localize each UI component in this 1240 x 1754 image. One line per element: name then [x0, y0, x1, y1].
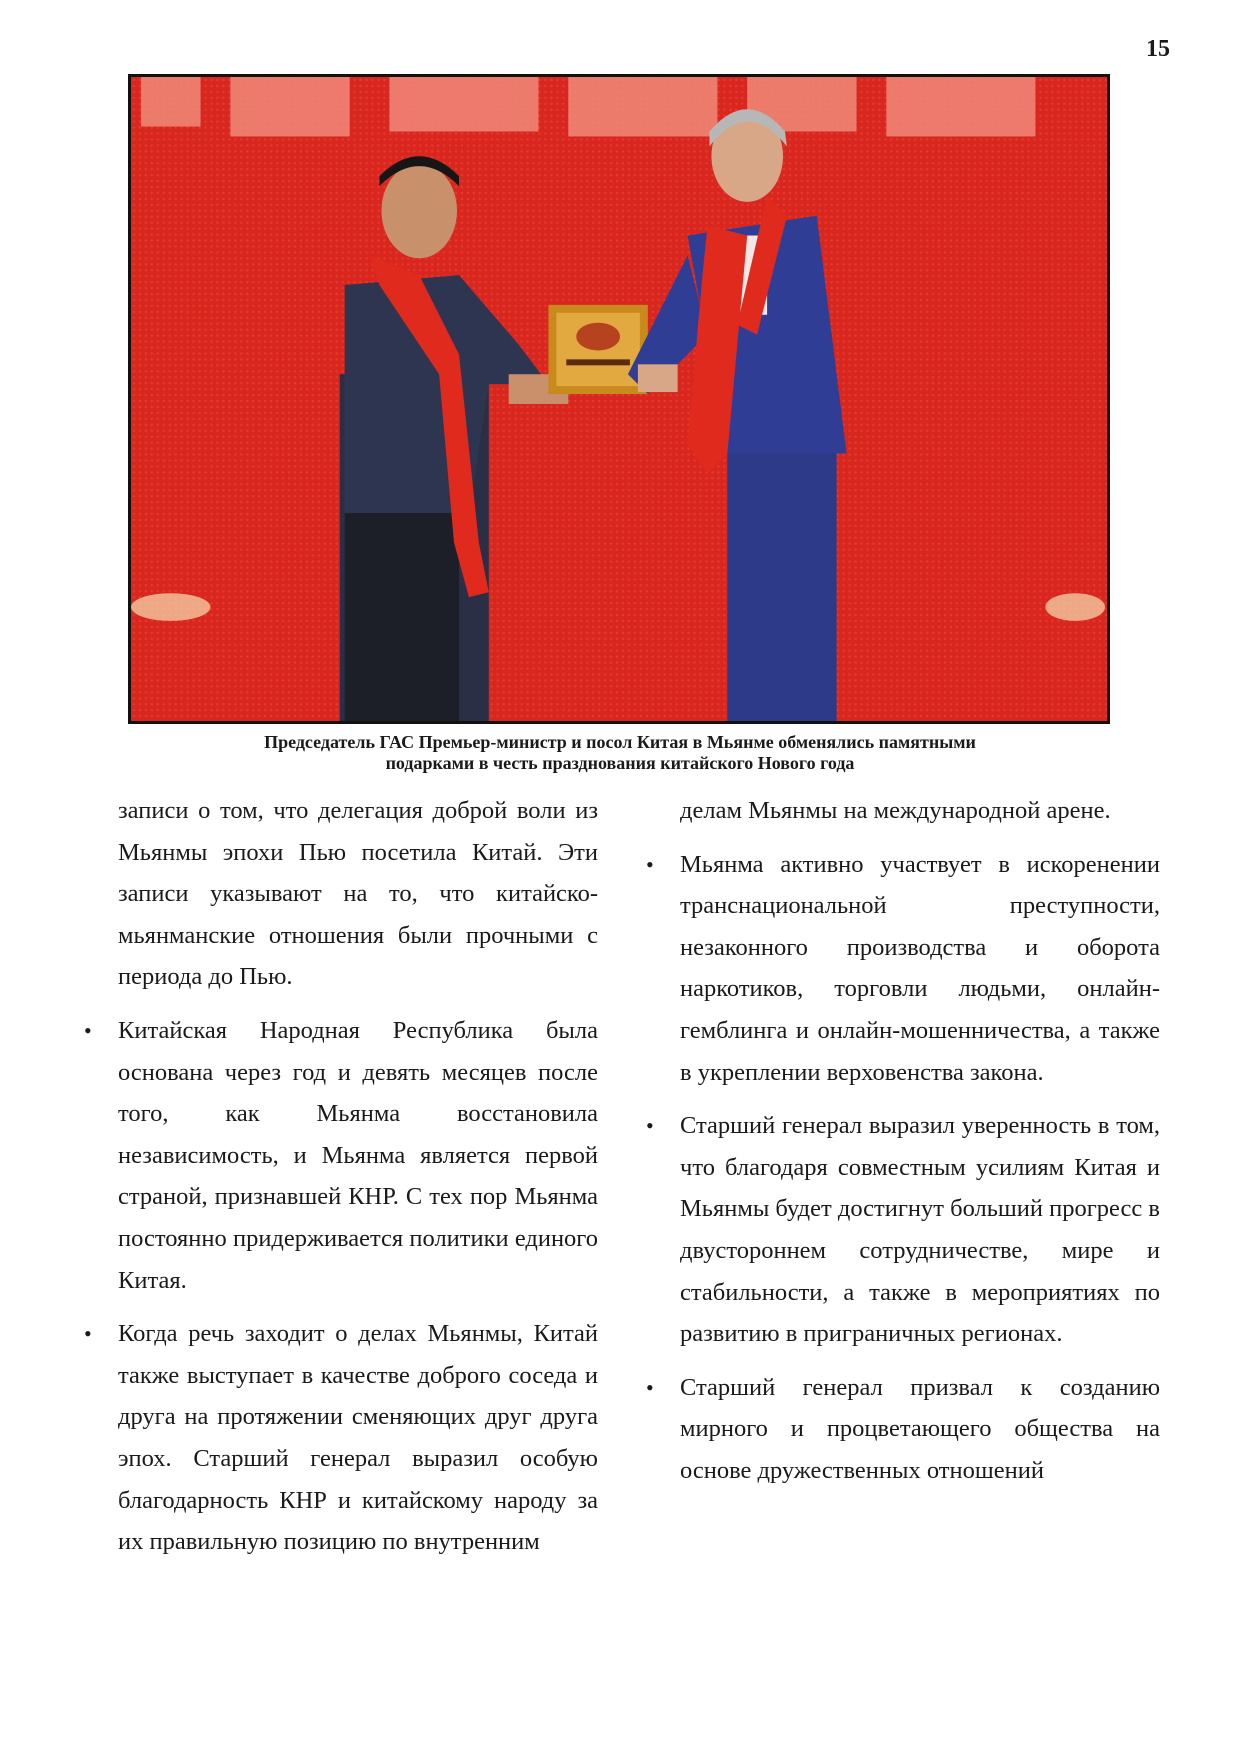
bullet-item [646, 1367, 1160, 1492]
paragraph-text: записи о том, что делегация доброй воли из Мьянмы эпохи Пью посетила Китай. Эти записи указывают на то, что китайско-мьянманские отношения были прочными с периода до Пью. [118, 797, 598, 991]
photo-caption [150, 732, 1090, 774]
caption-line-1: Председатель ГАС Премьер-министр и посол Китая в Мьянме обменялись памятными [264, 732, 976, 752]
bullet-text: Китайская Народная Республика была основана через год и девять месяцев после того, как Мьянма восстановила независимость, и Мьянма является первой страной, признавшей КНР. С тех пор Мьянма постоянно придерживается политики единого Китая. [118, 1016, 598, 1294]
bullet-icon: • [646, 1113, 654, 1139]
bullet-item [84, 1010, 598, 1301]
bullet-item [646, 1105, 1160, 1355]
bullet-item [646, 844, 1160, 1094]
bullet-text: Старший генерал призвал к созданию мирного и процветающего общества на основе дружественных отношений [680, 1373, 1160, 1484]
bullet-item [84, 1313, 598, 1563]
bullet-icon: • [646, 1374, 654, 1400]
bullet-icon: • [646, 851, 654, 877]
bullet-icon: • [84, 1017, 92, 1043]
right-column [646, 790, 1160, 1504]
paragraph-text: делам Мьянмы на международной арене. [680, 797, 1111, 824]
left-column [84, 790, 598, 1575]
paragraph [680, 790, 1160, 832]
photo-illustration [131, 77, 1107, 721]
bullet-text: Когда речь заходит о делах Мьянмы, Китай также выступает в качестве доброго соседа и друга на протяжении сменяющих друг друга эпох. Старший генерал выразил особую благодарность КНР и китайскому народу за их правильную позицию по внутренним [118, 1320, 598, 1556]
gift-box [548, 305, 647, 394]
caption-line-2: подарками в честь празднования китайского Нового года [385, 753, 855, 773]
bullet-text: Старший генерал выразил уверенность в том, что благодаря совместным усилиям Китая и Мьянмы будет достигнут больший прогресс в двустороннем сотрудничестве, мире и стабильности, а также в мероприятиях по развитию в приграничных регионах. [680, 1112, 1160, 1348]
page-number: 15 [1146, 36, 1170, 62]
paragraph [118, 790, 598, 998]
bullet-text: Мьянма активно участвует в искоренении транснациональной преступности, незаконного производства и оборота наркотиков, торговли людьми, онлайн-гемблинга и онлайн-мошенничества, а также в укреплении верховенства закона. [680, 850, 1160, 1086]
event-photo [128, 74, 1110, 724]
bullet-icon: • [84, 1321, 92, 1347]
